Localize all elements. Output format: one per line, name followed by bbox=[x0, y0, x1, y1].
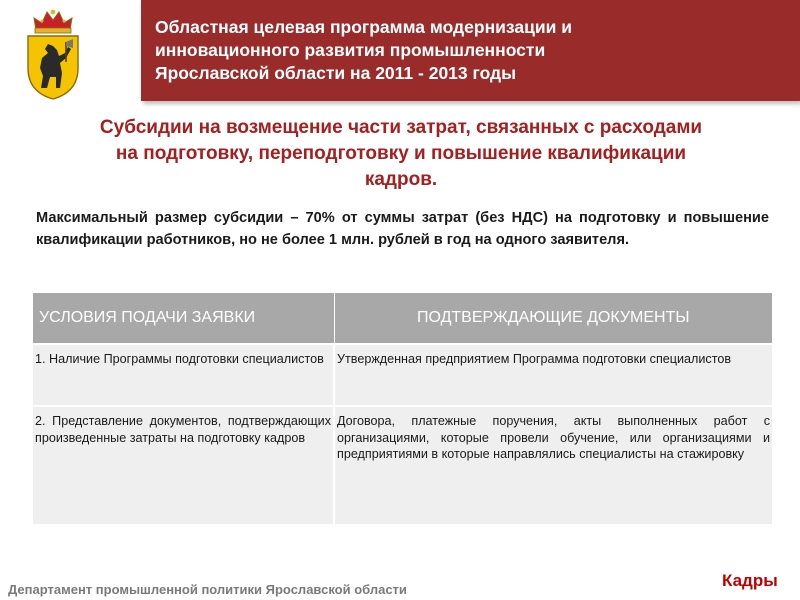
table-cell-condition: 2. Представление документов, подтверждающих произведенные затраты на подготовку кадров bbox=[33, 406, 334, 524]
table-cell-document: Утвержденная предприятием Программа подготовки специалистов bbox=[334, 344, 772, 406]
program-title-line: инновационного развития промышленности bbox=[155, 40, 546, 60]
slide-subtitle-line: на подготовку, переподготовку и повышение квалификации bbox=[115, 143, 687, 164]
subsidy-description: Максимальный размер субсидии – 70% от суммы затрат (без НДС) на подготовку и повышение квалификации работников, но не более 1 млн. рублей в год на одного заявителя. bbox=[36, 210, 769, 248]
table-cell-condition: 1. Наличие Программы подготовки специалистов bbox=[33, 344, 334, 406]
slide-subtitle bbox=[40, 115, 762, 193]
program-title-line: Областная целевая программа модернизации и bbox=[155, 17, 573, 37]
program-title-line: Ярославской области на 2011 - 2013 годы bbox=[155, 63, 517, 83]
table-header-row bbox=[33, 293, 772, 344]
yaroslavl-coat-of-arms-icon bbox=[22, 6, 84, 102]
table-row bbox=[33, 344, 772, 406]
header-banner bbox=[141, 0, 800, 101]
conditions-table bbox=[33, 293, 772, 524]
table-header-documents: ПОДТВЕРЖДАЮЩИЕ ДОКУМЕНТЫ bbox=[334, 293, 772, 344]
footer-section-label: Кадры bbox=[722, 571, 778, 590]
table-row bbox=[33, 406, 772, 524]
slide-subtitle-line: кадров. bbox=[364, 169, 438, 190]
table-header-conditions: УСЛОВИЯ ПОДАЧИ ЗАЯВКИ bbox=[33, 293, 334, 344]
program-title bbox=[155, 16, 785, 85]
slide-subtitle-line: Субсидии на возмещение части затрат, связанных с расходами bbox=[99, 117, 703, 138]
table-cell-document: Договора, платежные поручения, акты выполненных работ с организациями, которые провели обучение, или организациями и предприятиями в которые направлялись специалисты на стажировку bbox=[334, 406, 772, 524]
footer-department: Департамент промышленной политики Ярославской области bbox=[8, 582, 407, 597]
